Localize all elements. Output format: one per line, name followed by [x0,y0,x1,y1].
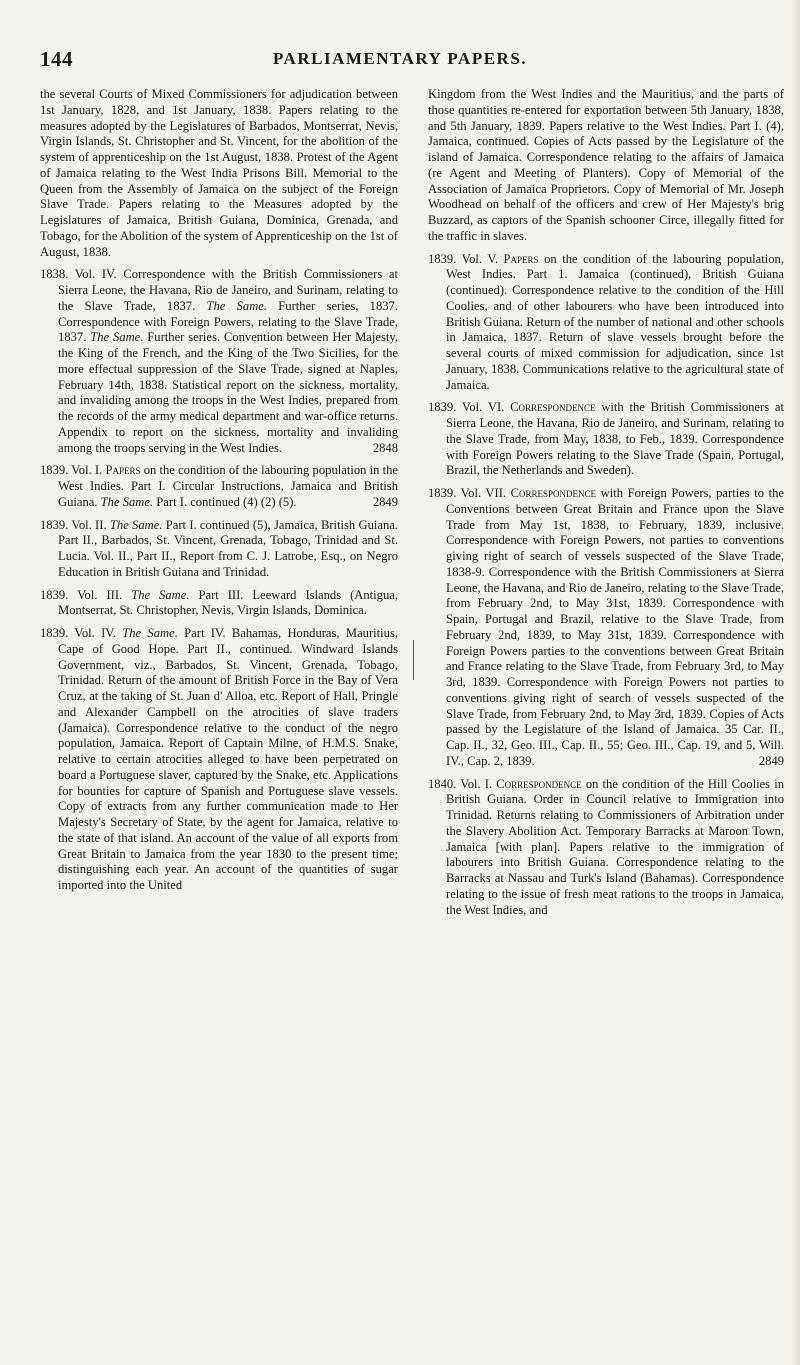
entry-text: on the condition of the labouring population, West Indies. Part 1. Jamaica (continued), British Guiana (continued). Correspondence relative to the condition of the Hill Coolies, and of other labourers who have been introduced into British Guiana. Return of the number of national and other schools in Jamaica, 1837. Return of slave vessels brought before the several courts of mixed commission for adjudication, since 1st January, 1838. Communications relative to the agricultural state of Jamaica. [446,251,784,392]
entry-continued [428,87,784,245]
entry-text: with the British Commissioners at Sierra Leone, the Havana, Rio de Janeiro, and Surinam, relating to the Slave Trade, from May, 1838, to Feb., 1839. Correspondence with Foreign Powers relating to the Slave Trade (Spain, Portugal, Brazil, the Netherlands and Sweden). [446,400,784,478]
entry-text: 1839. Vol. V. [428,251,498,266]
entry-1839-vol-iii [40,588,398,620]
entry-1840-vol-i [428,777,784,919]
entry-1839-vol-v [428,252,784,394]
entry-1839-vol-vi [428,400,784,479]
entry-continued [40,87,398,260]
right-column [428,87,784,925]
column-rule [413,640,414,680]
entry-text: the several Courts of Mixed Commissioners for adjudication between 1st January, 1828, and 1st January, 1838. Papers relating to the measures adopted by the Legislatures of Barbados, Montserrat, Nevis, Virgin Islands, St. Christopher and St. Vincent, for the abolition of the system of apprenticeship on the 1st August, 1838. Protest of the Agent of Jamaica relating to the West India Prisons Bill. Memorial to the Queen from the Assembly of Jamaica on the subject of the Foreign Slave Trade. Papers relating to the Measures adopted by the Legislatures of Jamaica, British Guiana, Dominica, Grenada, and Tobago, for the Abolition of the system of Apprenticeship on the 1st of August, 1838. [40,87,398,259]
entry-text: Part IV. Bahamas, Honduras, Mauritius, Cape of Good Hope. Part II., continued. Windward Islands Government, viz., Barbados, St. Vincent, Grenada, Tobago, Trinidad. Return of the amount of British Force in the Bay of Vera Cruz, at the taking of St. Juan d' Alloa, etc. Report of Hall, Pringle and Alexander Campbell on the atrocities of slave traders (Jamaica). Correspondence relative to the conduct of the negro population, Jamaica. Report of Captain Milne, of H.M.S. Snake, relative to certain atrocities alleged to have been perpetrated on board a Portuguese slaver, captured by the Snake, etc. Applications for bounties for capture of Spanish and Portuguese slave vessels. Copy of extracts from any further communication made to Her Majesty's Secretary of State, by the agent for Jamaica, relative to the state of that island. An account of the value of all exports from Great Britain to Jamaica from the year 1830 to the present time; distinguishing each year. An account of the quantities of sugar imported into the United [58,626,398,892]
entry-text: 1840. Vol. I. [428,776,493,791]
same-marker: The Same. [90,330,144,345]
running-head: PARLIAMENTARY PAPERS. [272,49,528,68]
entry-keyword: Correspondence [496,776,582,791]
entry-text: 1839. Vol. VI. [428,400,505,415]
entry-code: 2848 [372,440,398,455]
page-edge-shadow [791,0,800,1365]
entry-text: 1839. Vol. IV. [40,626,116,640]
entry-text: with Foreign Powers, parties to the Conventions between Great Britain and France upon the Slave Trade from May 1st, 1838, to February, 1839, inclusive. Correspondence with Foreign Powers, not parties to conventions giving right of search of vessels suspected of the Slave Trade, 1838-9. Correspondence with the British Commissioners at Sierra Leone, the Havana, and Rio de Janeiro, relating to the Slave Trade, from February 2nd, to May 31st, 1839. Correspondence with Spain, Portugal and Brazil, relative to the Slave Trade, from February 2nd, 1839, to May 31st, 1839. Correspondence with Foreign Powers parties to the conventions between Great Britain and France relating to the Slave Trade, from February 3rd, to May 3rd, 1839. Correspondence with Foreign Powers not parties to conventions giving right of search of vessels suspected of the Slave Trade, from February 2nd, to May 3rd, 1839. Copies of Acts passed by the Legislature of the Island of Jamaica. 35 Car. II., Cap. II., 32, Geo. III., Cap. II., 55; Geo. III., Cap. 19, and 5, Will. IV., Cap. 2, 1839. [446,486,785,768]
entry-text: 1838. Vol. IV. Correspondence with the British Commissioners at Sierra Leone, the Havana, Rio de Janeiro, and Surinam, relating to the Slave Trade, 1837. [40,267,398,313]
entry-1838-vol-iv [40,267,398,456]
same-marker: The Same. [131,587,190,602]
entry-code: 2849 [372,494,398,509]
same-marker: The Same. [100,494,154,509]
entry-1839-vol-i [40,463,398,510]
entry-text: 1839. Vol. III. [40,587,123,602]
entry-1839-vol-iv [40,626,398,894]
left-column [40,87,398,901]
entry-text: Further series. Convention between Her Majesty, the King of the French, and the King of the Two Sicilies, for the more effectual suppression of the Slave Trade, signed at Naples, February 14th, 1838. Statistical report on the sickness, mortality, and invaliding among the troops in the West Indies, prepared from the records of the army medical department and war-office returns. Appendix to report on the sickness, mortality and invaliding among the troops serving in the West Indies. [58,330,399,455]
entry-text: Part I. continued (4) (2) (5). [156,494,297,509]
entry-text: Further series, 1837. Correspondence with Foreign Powers, relating to the Slave Trade, 1837. [58,298,398,345]
page-number: 144 [40,47,73,71]
entry-text: 1839. Vol. II. [40,517,107,532]
entry-text: Part I. continued (5), Jamaica, British Guiana. Part II., Barbados, St. Vincent, Grenada, Tobago, Trinidad and St. Lucia. Vol. II., Part II., Report from C. J. Latrobe, Esq., on Negro Education in British Guiana and Trinidad. [58,517,399,579]
same-marker: The Same. [206,298,268,313]
same-marker: The Same. [122,626,178,640]
entry-text: Part III. Leeward Islands (Antigua, Montserrat, St. Christopher, Nevis, Virgin Islands, Dominica. [58,587,399,618]
entry-text: Kingdom from the West Indies and the Mauritius, and the parts of those quantities re-entered for exportation between 5th January, 1838, and 5th January, 1839. Papers relative to the West Indies. Part I. (4), Jamaica, continued. Copies of Acts passed by the Legislature of the island of Jamaica. Correspondence relating to the affairs of Jamaica (re Agent and Meeting of Planters). Copy of Memorial of the Association of Jamaica Proprietors. Copy of Memorial of Mr. Joseph Woodhead on behalf of the officers and crew of Her Majesty's brig Buzzard, as captors of the Spanish schooner Circe, illegally fitted for the traffic in slaves. [428,87,784,243]
entry-text: on the condition of the labouring population in the West Indies. Part I. Circular Instructions, Jamaica and British Guiana. [58,463,398,509]
entry-keyword: Papers [105,463,141,478]
entry-keyword: Correspondence [510,486,597,500]
entry-text: on the condition of the Hill Coolies in British Guiana. Order in Council relative to Immigration into Trinidad. Returns relating to Commissioners of Arbitration under the Slavery Abolition Act. Temporary Barracks at Maroon Town, Jamaica [with plan]. Papers relative to the immigration of labourers into British Guiana. Correspondence relating to the Barracks at Nassau and Turk's Island (Bahamas). Correspondence relating to the issue of fresh meat rations to the troops in Jamaica, the West Indies, and [446,776,785,917]
entry-text: 1839. Vol. I. [40,463,103,478]
same-marker: The Same. [109,517,163,532]
entry-keyword: Correspondence [510,400,596,415]
entry-1839-vol-vii [428,486,784,770]
entry-1839-vol-ii [40,518,398,581]
entry-code: 2849 [758,753,784,768]
entry-keyword: Papers [503,251,539,266]
entry-text: 1839. Vol. VII. [428,486,507,500]
